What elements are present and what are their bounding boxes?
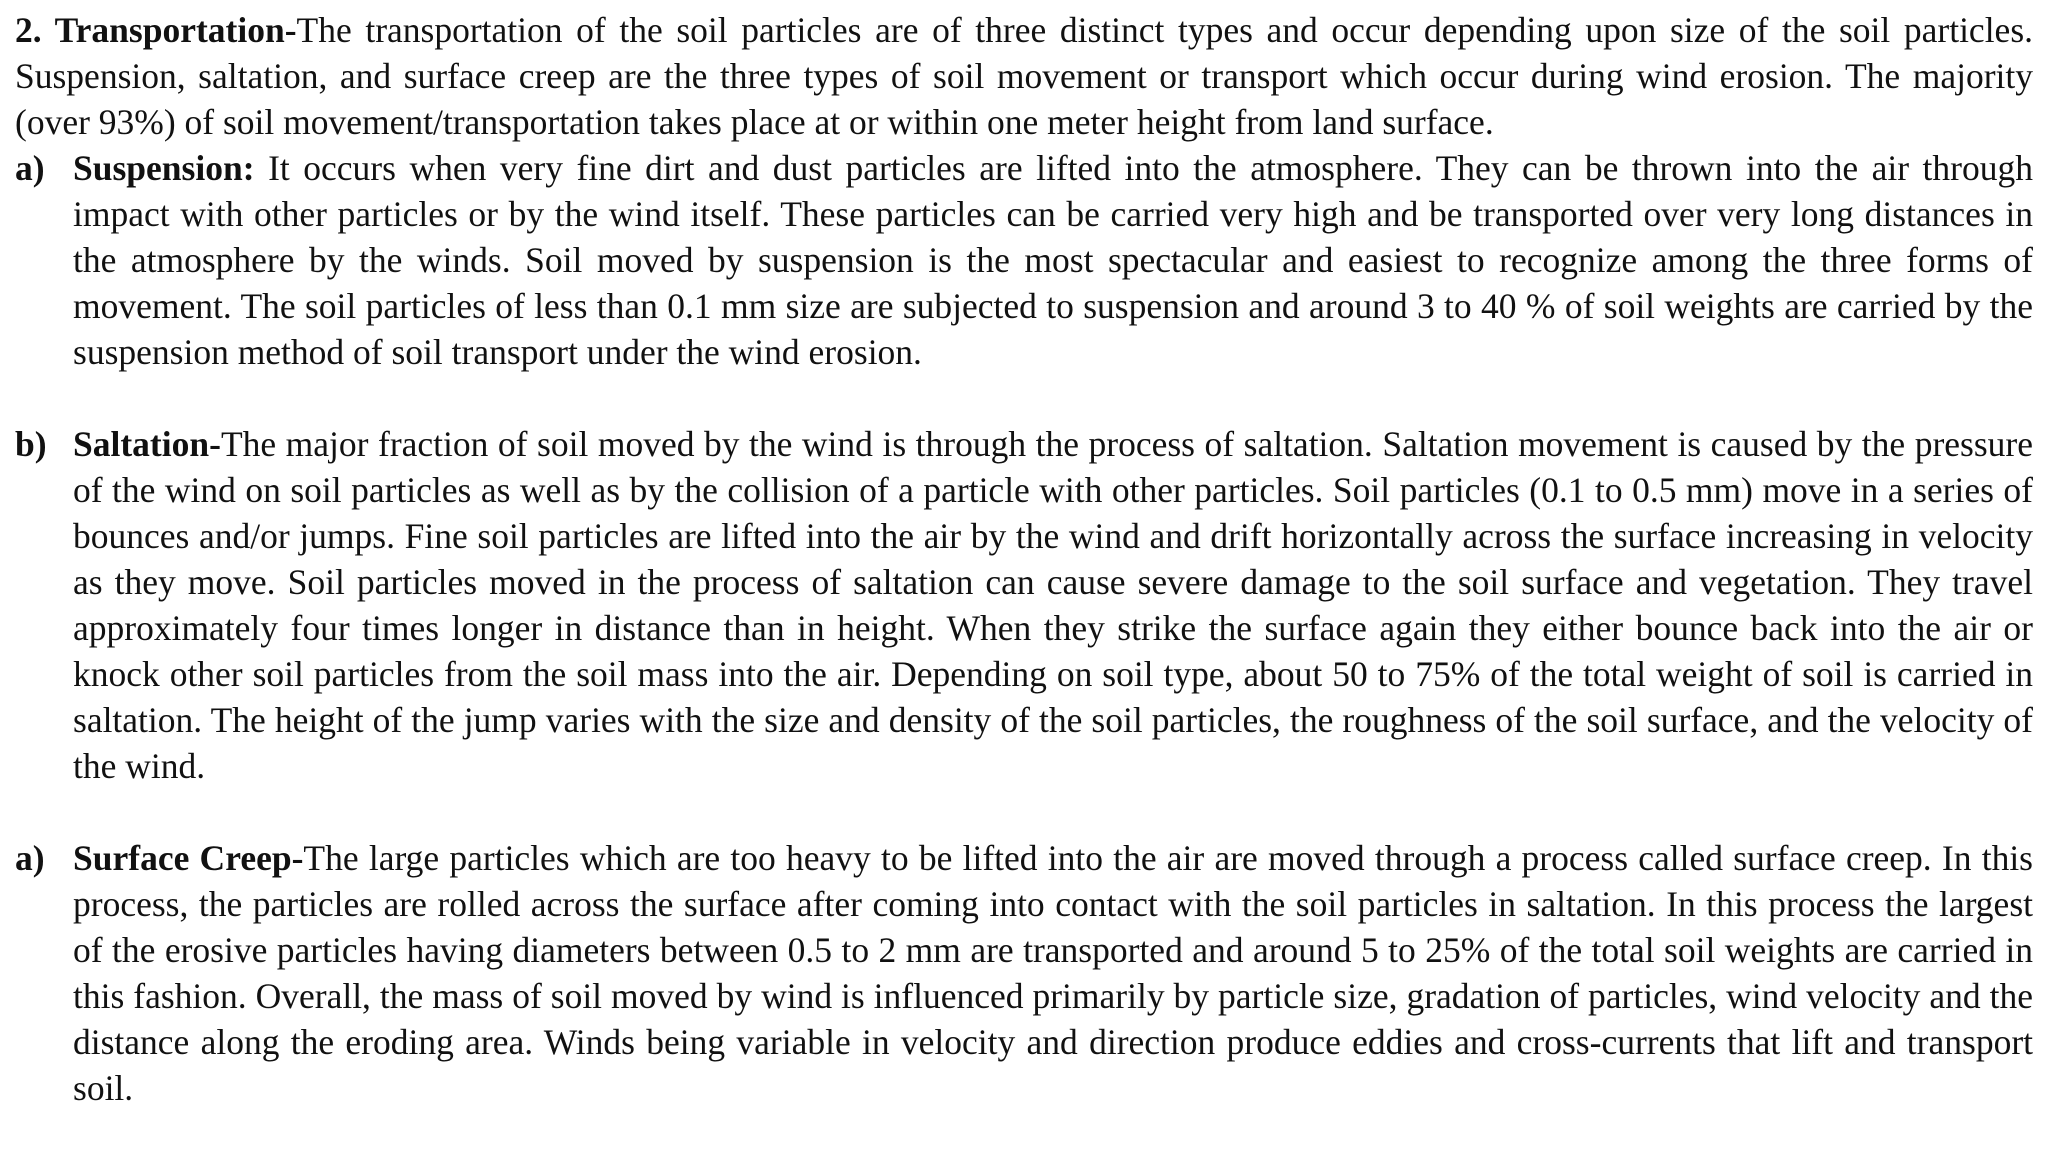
list-item-body	[73, 835, 2033, 1111]
list-marker: a)	[15, 148, 45, 188]
list-item-saltation	[15, 421, 2033, 789]
section-intro-text: The transportation of the soil particles are of three distinct types and occur depending upon size of the soil particles. Suspension, saltation, and surface creep are the three types of soil movement or transport which occur during wind erosion. The majority (over 93%) of soil movement/transportation takes place at or within one meter height from land surface.	[15, 10, 2034, 142]
list-marker: b)	[15, 424, 47, 464]
term-surface-creep: Surface Creep-	[73, 838, 304, 878]
list-item-suspension	[15, 145, 2033, 375]
suspension-description: It occurs when very fine dirt and dust particles are lifted into the atmosphere. They can be thrown into the air through impact with other particles or by the wind itself. These particles can be carried very high and be transported over very long distances in the atmosphere by the winds. Soil moved by suspension is the most spectacular and easiest to recognize among the three forms of movement. The soil particles of less than 0.1 mm size are subjected to suspension and around 3 to 40 % of soil weights are carried by the suspension method of soil transport under the wind erosion.	[73, 148, 2033, 372]
list-item-surface-creep	[15, 835, 2033, 1111]
section-heading: 2. Transportation-	[15, 10, 297, 50]
surface-creep-description: The large particles which are too heavy to be lifted into the air are moved through a process called surface creep. In this process, the particles are rolled across the surface after coming into contact with the soil particles in saltation. In this process the largest of the erosive particles having diameters between 0.5 to 2 mm are transported and around 5 to 25% of the total soil weights are carried in this fashion. Overall, the mass of soil moved by wind is influenced primarily by particle size, gradation of particles, wind velocity and the distance along the eroding area. Winds being variable in velocity and direction produce eddies and cross-currents that lift and transport soil.	[73, 838, 2033, 1108]
list-item-body	[73, 421, 2033, 789]
saltation-description: The major fraction of soil moved by the wind is through the process of saltation. Saltation movement is caused by the pressure of the wind on soil particles as well as by the collision of a particle with other particles. Soil particles (0.1 to 0.5 mm) move in a series of bounces and/or jumps. Fine soil particles are lifted into the air by the wind and drift horizontally across the surface increasing in velocity as they move. Soil particles moved in the process of saltation can cause severe damage to the soil surface and vegetation. They travel approximately four times longer in distance than in height. When they strike the surface again they either bounce back into the air or knock other soil particles from the soil mass into the air. Depending on soil type, about 50 to 75% of the total weight of soil is carried in saltation. The height of the jump varies with the size and density of the soil particles, the roughness of the soil surface, and the velocity of the wind.	[73, 424, 2033, 786]
paragraph-spacer	[15, 375, 2033, 421]
term-saltation: Saltation-	[73, 424, 221, 464]
list-item-body	[73, 145, 2033, 375]
paragraph-spacer	[15, 789, 2033, 835]
section-intro-paragraph	[15, 7, 2033, 145]
list-marker: a)	[15, 838, 45, 878]
document-page	[15, 7, 2033, 1111]
term-suspension: Suspension:	[73, 148, 255, 188]
